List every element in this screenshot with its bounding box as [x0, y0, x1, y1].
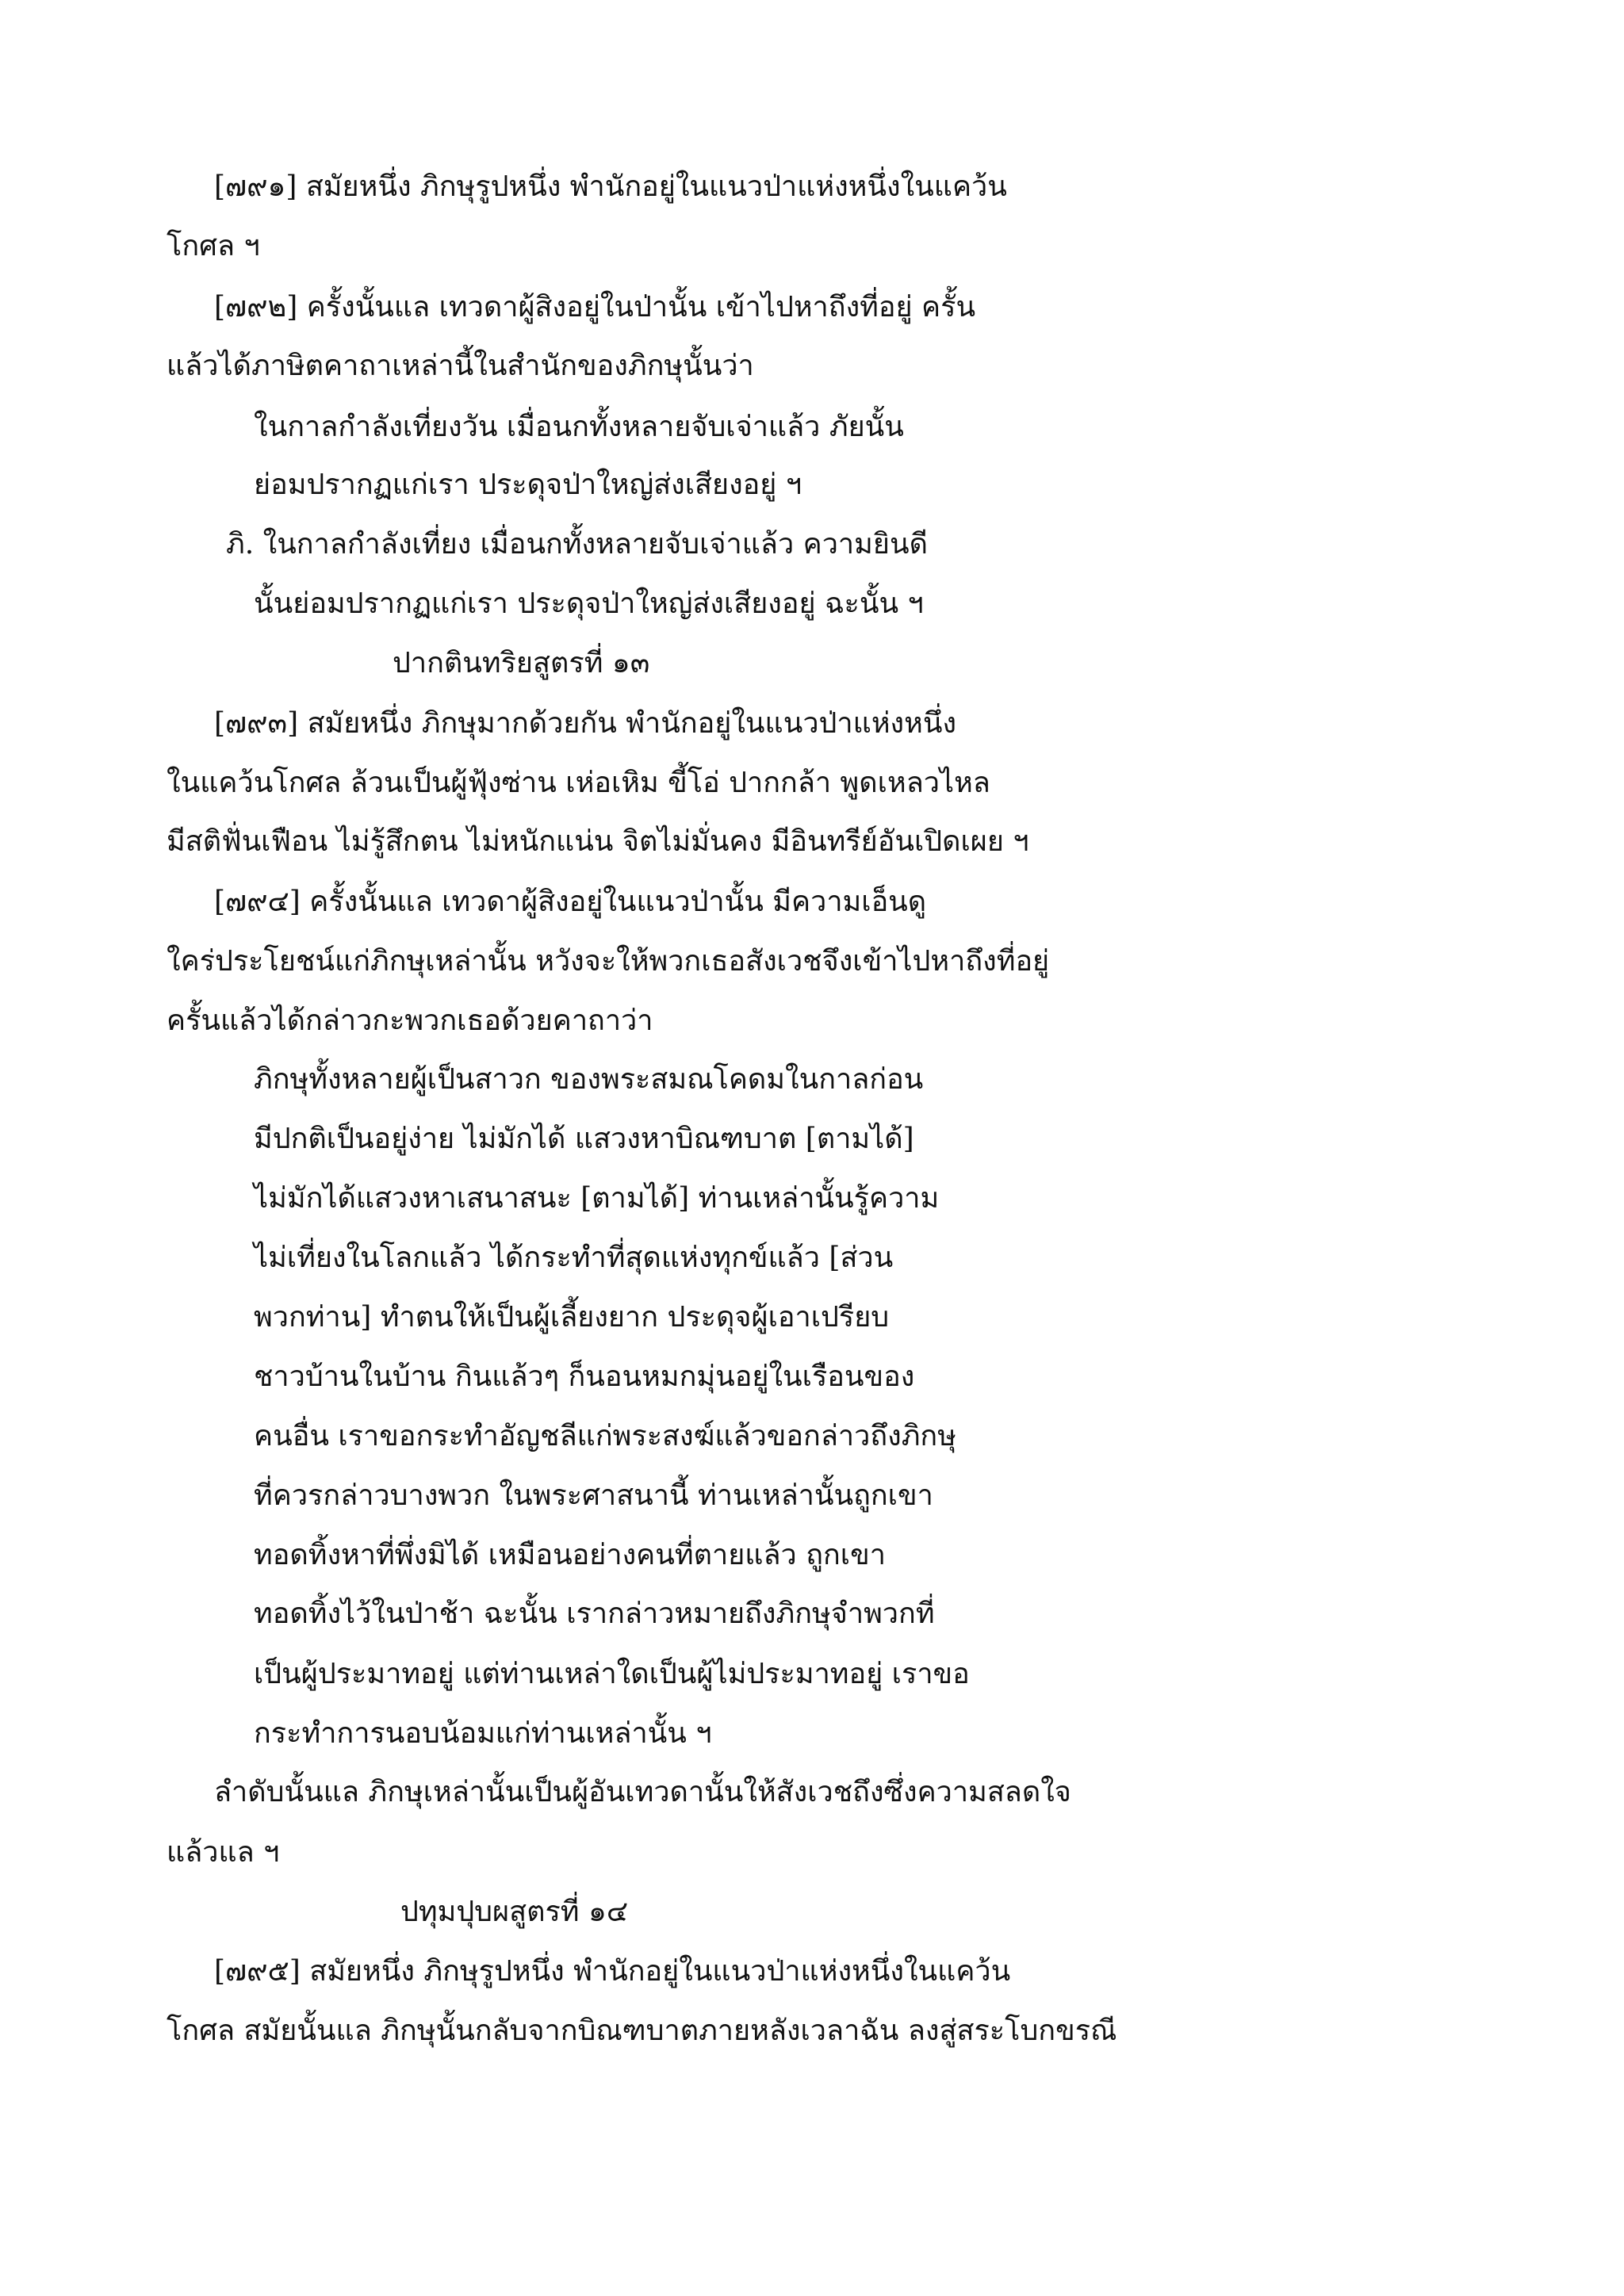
paragraph-794-line-3: ครั้นแล้วได้กล่าวกะพวกเธอด้วยคาถาว่า	[167, 1004, 653, 1037]
sutta-heading-14: ปทุมปุบผสูตรที่ ๑๔	[400, 1896, 629, 1928]
paragraph-795-line-1: [๗๙๕] สมัยหนึ่ง ภิกษุรูปหนึ่ง พำนักอยู่ในแนวป่าแห่งหนึ่งในแคว้น	[214, 1955, 1011, 1988]
verse-line: ทอดทิ้งไว้ในป่าช้า ฉะนั้น เรากล่าวหมายถึงภิกษุจำพวกที่	[254, 1598, 935, 1630]
verse-line: ภิกษุทั้งหลายผู้เป็นสาวก ของพระสมณโคดมในกาลก่อน	[254, 1063, 924, 1096]
verse-reply-line: นั้นย่อมปรากฏแก่เรา ประดุจป่าใหญ่ส่งเสียงอยู่ ฉะนั้น ฯ	[254, 587, 924, 620]
verse-line: ที่ควรกล่าวบางพวก ในพระศาสนานี้ ท่านเหล่านั้นถูกเขา	[254, 1479, 933, 1512]
sutta-heading-13: ปากตินทริยสูตรที่ ๑๓	[393, 647, 650, 679]
verse-line: เป็นผู้ประมาทอยู่ แต่ท่านเหล่าใดเป็นผู้ไม่ประมาทอยู่ เราขอ	[254, 1658, 970, 1690]
verse-line: ชาวบ้านในบ้าน กินแล้วๆ ก็นอนหมกมุ่นอยู่ในเรือนของ	[254, 1360, 915, 1393]
paragraph-793-line-2: ในแคว้นโกศล ล้วนเป็นผู้ฟุ้งซ่าน เห่อเหิม ขี้โอ่ ปากกล้า พูดเหลวไหล	[167, 767, 990, 799]
verse-line: ย่อมปรากฏแก่เรา ประดุจป่าใหญ่ส่งเสียงอยู่ ฯ	[254, 469, 802, 501]
paragraph-791-line-1: [๗๙๑] สมัยหนึ่ง ภิกษุรูปหนึ่ง พำนักอยู่ในแนวป่าแห่งหนึ่งในแคว้น	[214, 170, 1007, 203]
closing-line-1: ลำดับนั้นแล ภิกษุเหล่านั้นเป็นผู้อันเทวดานั้นให้สังเวชถึงซึ่งความสลดใจ	[214, 1776, 1071, 1808]
verse-line: ทอดทิ้งหาที่พึ่งมิได้ เหมือนอย่างคนที่ตายแล้ว ถูกเขา	[254, 1539, 886, 1571]
verse-line: พวกท่าน] ทำตนให้เป็นผู้เลี้ยงยาก ประดุจผู้เอาเปรียบ	[254, 1301, 890, 1334]
paragraph-792-line-1: [๗๙๒] ครั้งนั้นแล เทวดาผู้สิงอยู่ในป่านั้น เข้าไปหาถึงที่อยู่ ครั้น	[214, 291, 976, 323]
paragraph-792-line-2: แล้วได้ภาษิตคาถาเหล่านี้ในสำนักของภิกษุนั้นว่า	[167, 350, 754, 382]
verse-line: ไม่เที่ยงในโลกแล้ว ได้กระทำที่สุดแห่งทุกข์แล้ว [ส่วน	[254, 1242, 894, 1274]
verse-line: ในกาลกำลังเที่ยงวัน เมื่อนกทั้งหลายจับเจ่าแล้ว ภัยนั้น	[254, 411, 904, 443]
paragraph-794-line-1: [๗๙๔] ครั้งนั้นแล เทวดาผู้สิงอยู่ในแนวป่านั้น มีความเอ็นดู	[214, 886, 927, 918]
paragraph-793-line-3: มีสติฟั่นเฟือน ไม่รู้สึกตน ไม่หนักแน่น จิตไม่มั่นคง มีอินทรีย์อันเปิดเผย ฯ	[167, 825, 1029, 858]
verse-line: กระทำการนอบน้อมแก่ท่านเหล่านั้น ฯ	[254, 1717, 712, 1750]
verse-line: คนอื่น เราขอกระทำอัญชลีแก่พระสงฆ์แล้วขอกล่าวถึงภิกษุ	[254, 1420, 956, 1452]
verse-reply-line: ภิ. ในกาลกำลังเที่ยง เมื่อนกทั้งหลายจับเจ่าแล้ว ความยินดี	[226, 528, 928, 561]
paragraph-793-line-1: [๗๙๓] สมัยหนึ่ง ภิกษุมากด้วยกัน พำนักอยู่ในแนวป่าแห่งหนึ่ง	[214, 707, 957, 740]
paragraph-795-line-2: โกศล สมัยนั้นแล ภิกษุนั้นกลับจากบิณฑบาตภายหลังเวลาฉัน ลงสู่สระโบกขรณี	[167, 2015, 1117, 2047]
closing-line-2: แล้วแล ฯ	[167, 1836, 280, 1869]
verse-line: ไม่มักได้แสวงหาเสนาสนะ [ตามได้] ท่านเหล่านั้นรู้ความ	[254, 1182, 940, 1215]
paragraph-794-line-2: ใคร่ประโยชน์แก่ภิกษุเหล่านั้น หวังจะให้พวกเธอสังเวชจึงเข้าไปหาถึงที่อยู่	[167, 945, 1050, 978]
paragraph-791-line-2: โกศล ฯ	[167, 230, 260, 262]
verse-line: มีปกติเป็นอยู่ง่าย ไม่มักได้ แสวงหาบิณฑบาต [ตามได้]	[254, 1123, 914, 1155]
